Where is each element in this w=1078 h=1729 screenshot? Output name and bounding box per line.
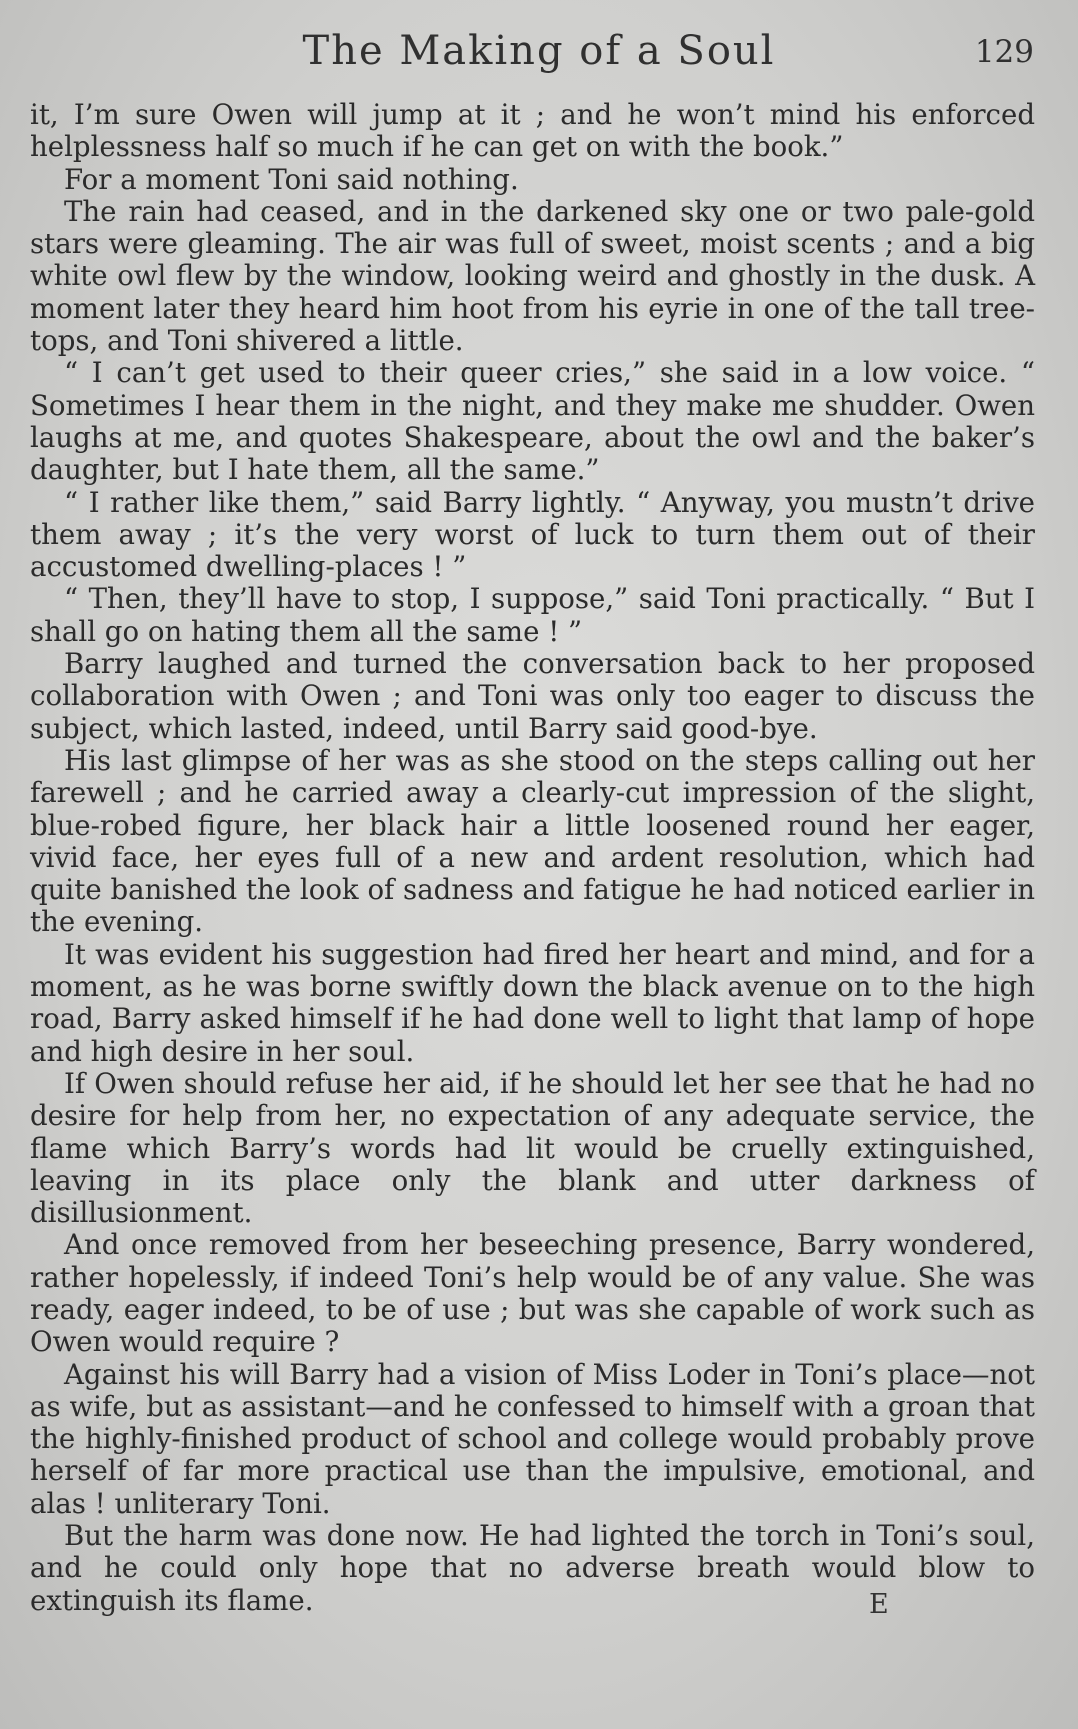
- paragraph: His last glimpse of her was as she stood on the steps calling out her farewell ; and he carried away a clearly-cut impression of the slight, blue-robed figure, her black hair a little loosened round her eager, vivid face, her eyes full of a new and ardent resolution, which had quite banished the look of sadness and fatigue he had noticed earlier in the evening.: [30, 743, 1035, 939]
- paragraph: And once removed from her beseeching presence, Barry wondered, rather hopelessly, if indeed Toni’s help would be of any value. She was ready, eager indeed, to be of use ; but was she capable of work such as Owen would require ?: [30, 1228, 1035, 1359]
- paragraph: “ Then, they’ll have to stop, I suppose,” said Toni practically. “ But I shall go on hating them all the same ! ”: [30, 582, 1035, 648]
- running-head: [0, 28, 1078, 88]
- paragraph: For a moment Toni said nothing.: [64, 162, 519, 196]
- paragraph: If Owen should refuse her aid, if he should let her see that he had no desire for help from her, no expectation of any adequate service, the flame which Barry’s words had lit would be cruelly extinguished, leaving in its place only the blank and utter darkness of disillusionment.: [30, 1066, 1035, 1230]
- paragraph: Barry laughed and turned the conversation back to her proposed collaboration with Owen ; and Toni was only too eager to discuss the subject, which lasted, indeed, until Barry said good-bye.: [30, 647, 1035, 745]
- paragraph: it, I’m sure Owen will jump at it ; and he won’t mind his enforced helplessness half so much if he can get on with the book.”: [30, 98, 1035, 164]
- body-text: [30, 99, 1035, 1617]
- paragraph: “ I rather like them,” said Barry lightly. “ Anyway, you mustn’t drive them away ; it’s the very worst of luck to turn them out of their accustomed dwelling-places ! ”: [30, 485, 1035, 584]
- paragraph: Against his will Barry had a vision of Miss Loder in Toni’s place—not as wife, but as assistant—and he confessed to himself with a groan that the highly-finished product of school and college would probably prove herself of far more practical use than the impulsive, emotional, and alas ! unliterary Toni.: [30, 1357, 1035, 1520]
- running-title: The Making of a Soul: [302, 28, 776, 74]
- signature-mark: E: [869, 1589, 889, 1620]
- paragraph: The rain had ceased, and in the darkened sky one or two pale-gold stars were gleaming. The air was full of sweet, moist scents ; and a big white owl flew by the window, looking weird and ghostly in the dusk. A moment later they heard him hoot from his eyrie in one of the tall tree-tops, and Toni shivered a little.: [30, 194, 1035, 358]
- paragraph: But the harm was done now. He had lighted the torch in Toni’s soul, and he could only hope that no adverse breath would blow to extinguish its flame.: [30, 1519, 1035, 1617]
- paragraph: It was evident his suggestion had fired her heart and mind, and for a moment, as he was borne swiftly down the black avenue on to the high road, Barry asked himself if he had done well to light that lamp of hope and high desire in her soul.: [30, 937, 1035, 1068]
- paragraph: “ I can’t get used to their queer cries,” she said in a low voice. “ Sometimes I hear them in the night, and they make me shudder. Owen laughs at me, and quotes Shakespeare, about the owl and the baker’s daughter, but I hate them, all the same.”: [30, 356, 1035, 487]
- page-number: 129: [974, 34, 1034, 70]
